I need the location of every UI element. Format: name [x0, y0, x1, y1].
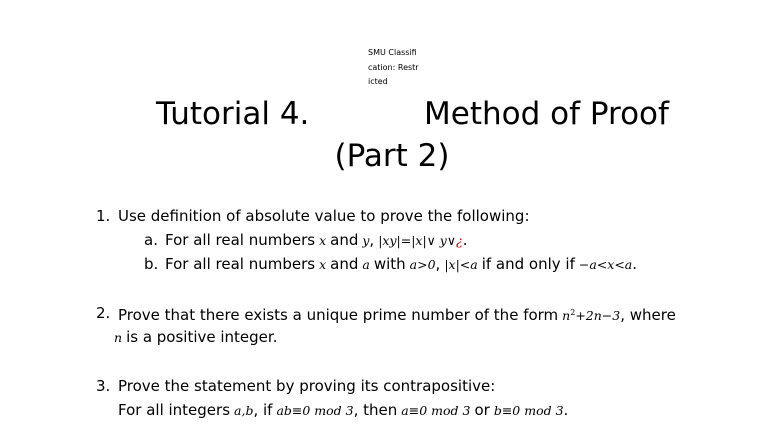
- title-right: Method of Proof: [424, 96, 669, 132]
- q1b-text-2: and: [330, 255, 359, 273]
- q1b-inequality: −a<x<a: [578, 257, 633, 272]
- q1b-marker: b.: [144, 255, 159, 273]
- q2-text-3: is a positive integer.: [126, 328, 278, 346]
- q3-conclusion-1: a≡0 mod 3: [401, 403, 471, 418]
- q2-n: n: [562, 308, 571, 324]
- q1-text: Use definition of absolute value to prove the following:: [118, 207, 530, 225]
- q1b-text-1: For all real numbers: [165, 255, 316, 273]
- q3-conclusion-2: b≡0 mod 3: [493, 403, 564, 418]
- q2-number: 2.: [96, 304, 111, 322]
- var-x: x: [319, 257, 327, 272]
- q2-exponent: 2: [570, 308, 576, 317]
- q1a-equation-red: ¿: [456, 233, 463, 248]
- q1b-abs: |x|<a: [444, 257, 478, 272]
- q3-text-1: For all integers: [118, 401, 231, 419]
- q3-period: .: [563, 401, 569, 419]
- q1a-equation: [378, 233, 463, 248]
- q3-number: 3.: [96, 377, 111, 395]
- q1a-text-2: and: [330, 231, 359, 249]
- q1b-comma: ,: [435, 255, 441, 273]
- q1b-period: .: [632, 255, 638, 273]
- q3-text-2: , if: [253, 401, 273, 419]
- var-x: x: [319, 233, 327, 248]
- q3-text-4: or: [474, 401, 490, 419]
- q3-line-1: Prove the statement by proving its contrapositive:: [118, 377, 496, 395]
- q2-expression-rest: +2n−3: [575, 308, 621, 324]
- title-left: Tutorial 4.: [156, 96, 310, 132]
- q2-text-2: , where: [620, 306, 676, 325]
- q1a-comma: ,: [369, 231, 375, 249]
- q2-text-1: Prove that there exists a unique prime number of the form: [118, 306, 559, 325]
- q3-line-2: [118, 400, 568, 421]
- q3-hypothesis: ab≡0 mod 3: [276, 403, 354, 418]
- q1a-line: [165, 230, 468, 251]
- var-y: y: [362, 233, 370, 248]
- q2-expression: [562, 308, 620, 323]
- q1b-text-4: if and only if: [481, 255, 575, 273]
- q1b-line: [165, 254, 637, 275]
- q1b-condition: a>0: [409, 257, 436, 272]
- q3-vars: a,b: [234, 403, 254, 418]
- q1a-period: .: [462, 231, 468, 249]
- q3-text-3: , then: [353, 401, 398, 419]
- q1b-text-3: with: [373, 255, 406, 273]
- var-a: a: [362, 257, 370, 272]
- classification-label: SMU Classification: Restricted: [368, 48, 419, 86]
- q1a-equation-main: |xy|=|x|∨ y∨: [378, 233, 457, 248]
- q1-number: 1.: [96, 207, 111, 225]
- q2-line-2: [114, 327, 277, 348]
- q2-line-1: [118, 303, 676, 326]
- q1a-marker: a.: [144, 231, 158, 249]
- var-n: n: [114, 330, 123, 345]
- q1a-text-1: For all real numbers: [165, 231, 316, 249]
- title-line-2: (Part 2): [334, 138, 450, 174]
